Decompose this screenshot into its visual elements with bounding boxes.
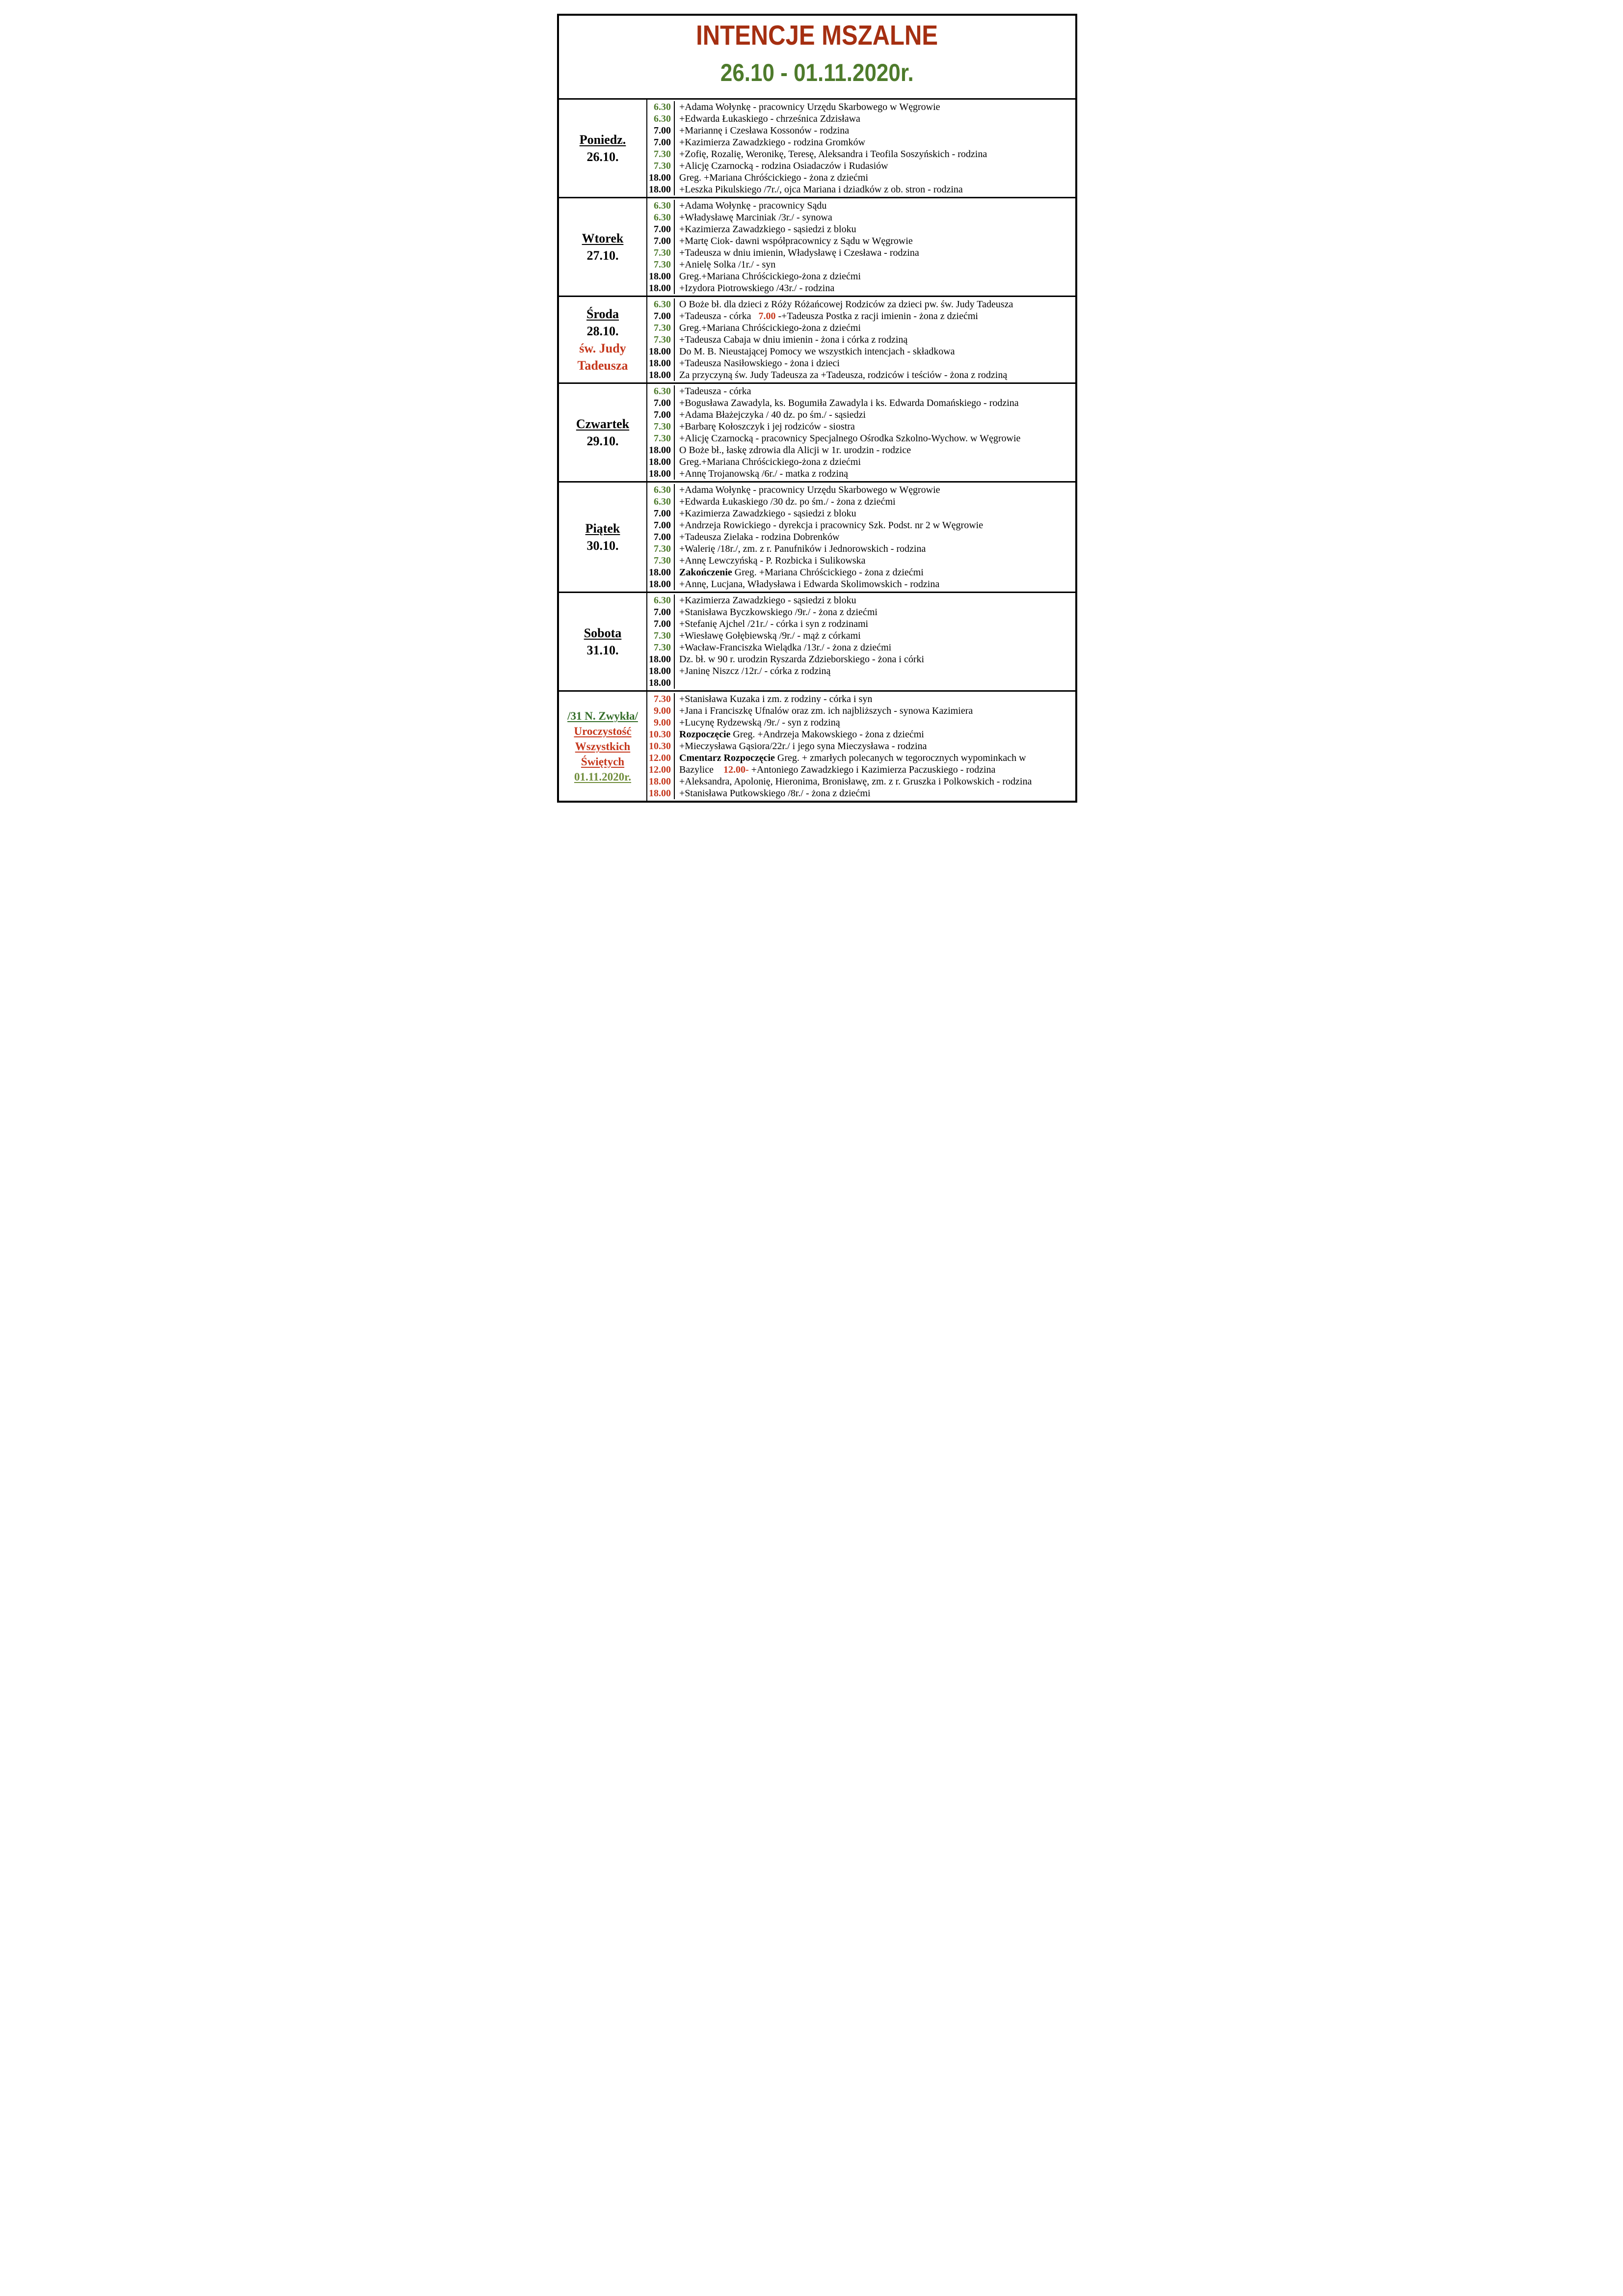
mass-time: 18.00: [647, 677, 675, 689]
intention-segment: 7.00: [758, 311, 778, 322]
mass-time: 6.30: [647, 113, 675, 125]
intention-segment: Zakończenie: [679, 567, 735, 578]
intention-segment: +Antoniego Zawadzkiego i Kazimierza Paczuskiego - rodzina: [751, 764, 996, 775]
intention-segment: +Barbarę Kołoszczyk i jej rodziców - siostra: [679, 421, 855, 432]
mass-time: 9.00: [647, 705, 675, 717]
mass-intention: [675, 456, 1075, 468]
mass-time: 7.00: [647, 531, 675, 543]
day-row: [559, 481, 1075, 592]
mass-time: 7.00: [647, 223, 675, 235]
mass-intention: [675, 334, 1075, 346]
mass-time: 18.00: [647, 665, 675, 677]
mass-row: [647, 752, 1075, 764]
day-label-line: Sobota: [584, 626, 622, 640]
mass-intention: [675, 630, 1075, 642]
mass-time: 7.30: [647, 322, 675, 334]
mass-time: 10.30: [647, 740, 675, 752]
day-row: [559, 690, 1075, 801]
intention-segment: +Annę, Lucjana, Władysława i Edwarda Skolimowskich - rodzina: [679, 579, 940, 590]
intention-segment: Dz. bł. w 90 r. urodzin Ryszarda Zdzieborskiego - żona i córki: [679, 654, 925, 665]
date-range-text: 26.10 - 01.11.2020r.: [720, 59, 914, 86]
mass-intention: [675, 101, 1075, 113]
intention-segment: +Alicję Czarnocką - pracownicy Specjalnego Ośrodka Szkolno-Wychow. w Węgrowie: [679, 433, 1021, 444]
mass-row: [647, 385, 1075, 397]
intention-segment: +Leszka Pikulskiego /7r./, ojca Mariana i dziadków z ob. stron - rodzina: [679, 184, 963, 195]
mass-row: [647, 200, 1075, 212]
intention-segment: +Tadeusza Cabaja w dniu imienin - żona i córka z rodziną: [679, 334, 908, 345]
day-label-line: 29.10.: [586, 434, 619, 448]
mass-intention: [675, 776, 1075, 787]
mass-time: 6.30: [647, 101, 675, 113]
day-label-line: 31.10.: [586, 643, 619, 657]
mass-intention: [675, 160, 1075, 172]
page-title: [559, 20, 1075, 58]
mass-list: [647, 483, 1075, 592]
mass-intention: [675, 764, 1075, 776]
day-label-line: Piątek: [585, 521, 620, 536]
mass-intention: [675, 136, 1075, 148]
mass-row: [647, 397, 1075, 409]
intention-segment: +Martę Ciok- dawni współpracownicy z Sądu w Węgrowie: [679, 236, 913, 246]
mass-intention: [675, 310, 1075, 322]
mass-row: [647, 421, 1075, 432]
day-label-line: Świętych: [581, 755, 625, 768]
mass-time: 6.30: [647, 594, 675, 606]
intention-segment: Za przyczyną św. Judy Tadeusza za +Tadeusza, rodziców i teściów - żona z rodziną: [679, 370, 1008, 380]
mass-time: 18.00: [647, 357, 675, 369]
day-label-line: Wtorek: [582, 231, 624, 245]
mass-intention: [675, 346, 1075, 357]
mass-time: 7.00: [647, 136, 675, 148]
intention-segment: +Edwarda Łukaskiego /30 dz. po śm./ - żona z dziećmi: [679, 496, 896, 507]
mass-row: [647, 298, 1075, 310]
intention-segment: Bazylice: [679, 764, 723, 775]
intention-segment: +Lucynę Rydzewską /9r./ - syn z rodziną: [679, 717, 840, 728]
intention-segment: +Tadeusza w dniu imienin, Władysławę i Czesława - rodzina: [679, 247, 919, 258]
intention-segment: +Jana i Franciszkę Ufnalów oraz zm. ich najbliższych - synowa Kazimiera: [679, 705, 973, 716]
mass-row: [647, 776, 1075, 787]
mass-time: 18.00: [647, 776, 675, 787]
mass-row: [647, 310, 1075, 322]
mass-intention: [675, 200, 1075, 212]
mass-list: [647, 593, 1075, 690]
mass-row: [647, 357, 1075, 369]
intention-segment: +Anielę Solka /1r./ - syn: [679, 259, 776, 270]
mass-intention: [675, 125, 1075, 136]
mass-intention: [675, 444, 1075, 456]
mass-intention: [675, 653, 1075, 665]
mass-intention: [675, 385, 1075, 397]
intention-segment: O Boże bł. dla dzieci z Róży Różańcowej Rodziców za dzieci pw. św. Judy Tadeusza: [679, 299, 1013, 310]
mass-time: 18.00: [647, 184, 675, 195]
mass-time: 10.30: [647, 729, 675, 740]
mass-row: [647, 468, 1075, 480]
intention-segment: +Adama Wołynkę - pracownicy Urzędu Skarbowego w Węgrowie: [679, 102, 940, 112]
mass-time: 7.30: [647, 421, 675, 432]
mass-time: 7.00: [647, 618, 675, 630]
mass-row: [647, 334, 1075, 346]
mass-row: [647, 567, 1075, 578]
intention-segment: +Władysławę Marciniak /3r./ - synowa: [679, 212, 832, 223]
days: [559, 100, 1075, 801]
mass-row: [647, 594, 1075, 606]
mass-time: 18.00: [647, 653, 675, 665]
mass-row: [647, 717, 1075, 729]
mass-time: 12.00: [647, 752, 675, 764]
mass-list: [647, 100, 1075, 197]
day-row: [559, 100, 1075, 197]
page-title-text: INTENCJE MSZALNE: [696, 20, 938, 51]
intention-segment: Rozpoczęcie: [679, 729, 733, 740]
intention-segment: Greg.+Mariana Chróścickiego-żona z dziećmi: [679, 323, 861, 333]
mass-intention: [675, 717, 1075, 729]
mass-row: [647, 270, 1075, 282]
mass-intention: [675, 223, 1075, 235]
intention-segment: Greg. +Mariana Chróścickiego - żona z dziećmi: [734, 567, 924, 578]
day-label-line: 27.10.: [586, 248, 619, 263]
day-label-cell: [559, 692, 647, 801]
mass-time: 7.30: [647, 630, 675, 642]
mass-intention: [675, 357, 1075, 369]
mass-intention: [675, 259, 1075, 270]
mass-time: 7.00: [647, 606, 675, 618]
mass-intention: [675, 432, 1075, 444]
mass-intention: [675, 484, 1075, 496]
mass-list: [647, 384, 1075, 481]
mass-row: [647, 543, 1075, 555]
mass-intention: [675, 148, 1075, 160]
mass-row: [647, 160, 1075, 172]
mass-time: 7.30: [647, 148, 675, 160]
mass-time: 7.30: [647, 543, 675, 555]
sheet-header: [559, 16, 1075, 100]
intention-segment: +Adama Wołynkę - pracownicy Sądu: [679, 200, 827, 211]
intention-segment: +Tadeusza Zielaka - rodzina Dobrenków: [679, 532, 840, 542]
intention-segment: Greg.+Mariana Chróścickiego-żona z dziećmi: [679, 271, 861, 282]
mass-row: [647, 653, 1075, 665]
day-label-line: 26.10.: [586, 150, 619, 164]
mass-intention: [675, 642, 1075, 653]
day-label-line: 30.10.: [586, 539, 619, 553]
mass-row: [647, 496, 1075, 508]
mass-time: 6.30: [647, 496, 675, 508]
day-label-line: Środa: [586, 307, 619, 321]
mass-intention: [675, 270, 1075, 282]
mass-time: 9.00: [647, 717, 675, 729]
day-row: [559, 382, 1075, 481]
mass-time: 7.00: [647, 235, 675, 247]
mass-row: [647, 235, 1075, 247]
mass-time: 7.00: [647, 397, 675, 409]
mass-time: 18.00: [647, 578, 675, 590]
intention-segment: +Mieczysława Gąsiora/22r./ i jego syna Mieczysława - rodzina: [679, 741, 927, 752]
intention-segment: +Edwarda Łukaskiego - chrześnica Zdzisława: [679, 113, 860, 124]
page: [541, 0, 1082, 799]
intention-segment: +Kazimierza Zawadzkiego - rodzina Gromków: [679, 137, 865, 148]
mass-intention: [675, 543, 1075, 555]
mass-time: 18.00: [647, 456, 675, 468]
mass-intention: [675, 397, 1075, 409]
intention-segment: -+Tadeusza Postka z racji imienin - żona z dziećmi: [778, 311, 978, 322]
intention-segment: +Kazimierza Zawadzkiego - sąsiedzi z bloku: [679, 224, 856, 235]
mass-row: [647, 184, 1075, 195]
intention-segment: +Stefanię Ajchel /21r./ - córka i syn z rodzinami: [679, 619, 869, 629]
mass-intention: [675, 298, 1075, 310]
mass-row: [647, 369, 1075, 381]
mass-intention: [675, 606, 1075, 618]
intention-segment: +Wacław-Franciszka Wielądka /13r./ - żona z dziećmi: [679, 642, 892, 653]
mass-intention: [675, 693, 1075, 705]
mass-intention: [675, 496, 1075, 508]
day-row: [559, 197, 1075, 296]
mass-list: [647, 692, 1075, 801]
intention-segment: +Adama Błażejczyka / 40 dz. po śm./ - sąsiedzi: [679, 409, 866, 420]
mass-row: [647, 764, 1075, 776]
mass-intention: [675, 519, 1075, 531]
mass-row: [647, 740, 1075, 752]
mass-row: [647, 642, 1075, 653]
mass-intention: [675, 740, 1075, 752]
mass-row: [647, 693, 1075, 705]
intention-segment: +Zofię, Rozalię, Weronikę, Teresę, Aleksandra i Teofila Soszyńskich - rodzina: [679, 149, 987, 160]
day-row: [559, 592, 1075, 690]
intention-segment: Greg.+Mariana Chróścickiego-żona z dziećmi: [679, 457, 861, 467]
mass-list: [647, 297, 1075, 382]
intention-segment: +Bogusława Zawadyla, ks. Bogumiła Zawadyla i ks. Edwarda Domańskiego - rodzina: [679, 398, 1019, 408]
intention-segment: +Tadeusza - córka: [679, 311, 759, 322]
day-label-line: Poniedz.: [579, 133, 626, 147]
mass-row: [647, 456, 1075, 468]
mass-time: 7.30: [647, 432, 675, 444]
mass-intention: [675, 212, 1075, 223]
mass-intention: [675, 567, 1075, 578]
mass-intention: [675, 665, 1075, 677]
mass-time: 6.30: [647, 298, 675, 310]
mass-intention: [675, 787, 1075, 799]
mass-intention: [675, 322, 1075, 334]
mass-row: [647, 113, 1075, 125]
mass-list: [647, 198, 1075, 296]
mass-time: 7.00: [647, 125, 675, 136]
mass-intention: [675, 184, 1075, 195]
intention-segment: +Tadeusza Nasiłowskiego - żona i dzieci: [679, 358, 840, 369]
day-label-line: Wszystkich: [575, 740, 631, 753]
mass-row: [647, 223, 1075, 235]
mass-time: 7.30: [647, 693, 675, 705]
intention-segment: +Stanisława Kuzaka i zm. z rodziny - córka i syn: [679, 694, 873, 704]
intention-segment: +Kazimierza Zawadzkiego - sąsiedzi z bloku: [679, 595, 856, 606]
intention-segment: Cmentarz Rozpoczęcie: [679, 753, 777, 763]
intention-segment: +Wiesławę Gołębiewską /9r./ - mąż z córkami: [679, 630, 861, 641]
mass-row: [647, 578, 1075, 590]
day-label-cell: [559, 483, 647, 592]
intention-segment: +Janinę Niszcz /12r./ - córka z rodziną: [679, 666, 831, 676]
day-label-line: /31 N. Zwykła/: [567, 709, 638, 722]
mass-time: 7.00: [647, 310, 675, 322]
mass-time: 18.00: [647, 468, 675, 480]
intention-segment: +Alicję Czarnocką - rodzina Osiadaczów i Rudasiów: [679, 161, 888, 171]
mass-intention: [675, 752, 1075, 764]
mass-time: 6.30: [647, 385, 675, 397]
mass-time: 18.00: [647, 346, 675, 357]
mass-intention: [675, 172, 1075, 184]
intention-segment: Greg. +Andrzeja Makowskiego - żona z dziećmi: [733, 729, 924, 740]
mass-time: 7.30: [647, 334, 675, 346]
day-label-cell: [559, 384, 647, 481]
mass-row: [647, 677, 1075, 689]
intention-segment: +Annę Lewczyńską - P. Rozbicka i Sulikowska: [679, 555, 866, 566]
mass-intention: [675, 421, 1075, 432]
intention-segment: Do M. B. Nieustającej Pomocy we wszystkich intencjach - składkowa: [679, 346, 955, 357]
intention-segment: +Stanisława Putkowskiego /8r./ - żona z dziećmi: [679, 788, 871, 799]
intention-segment: +Walerię /18r./, zm. z r. Panufników i Jednorowskich - rodzina: [679, 543, 926, 554]
mass-time: 18.00: [647, 369, 675, 381]
mass-time: 7.00: [647, 508, 675, 519]
mass-time: 7.30: [647, 247, 675, 259]
mass-time: 7.30: [647, 642, 675, 653]
mass-time: 7.30: [647, 160, 675, 172]
mass-time: 6.30: [647, 484, 675, 496]
mass-time: 18.00: [647, 270, 675, 282]
mass-time: 18.00: [647, 567, 675, 578]
mass-row: [647, 484, 1075, 496]
mass-row: [647, 409, 1075, 421]
mass-time: 7.00: [647, 409, 675, 421]
mass-row: [647, 508, 1075, 519]
mass-row: [647, 606, 1075, 618]
intention-segment: +Mariannę i Czesława Kossonów - rodzina: [679, 125, 850, 136]
intention-segment: 12.00-: [723, 764, 751, 775]
day-label-cell: [559, 297, 647, 382]
mass-time: 18.00: [647, 172, 675, 184]
intention-segment: +Adama Wołynkę - pracownicy Urzędu Skarbowego w Węgrowie: [679, 485, 940, 495]
mass-intention: [675, 369, 1075, 381]
mass-row: [647, 555, 1075, 567]
mass-row: [647, 247, 1075, 259]
mass-intention: [675, 468, 1075, 480]
mass-row: [647, 136, 1075, 148]
mass-time: 18.00: [647, 444, 675, 456]
mass-intention: [675, 282, 1075, 294]
mass-row: [647, 322, 1075, 334]
day-label-line: św. Judy: [579, 341, 626, 355]
mass-row: [647, 259, 1075, 270]
intention-segment: Greg. + zmarłych polecanych w tegorocznych wypominkach w: [777, 753, 1026, 763]
mass-row: [647, 101, 1075, 113]
mass-intention: [675, 409, 1075, 421]
intention-segment: +Stanisława Byczkowskiego /9r./ - żona z dziećmi: [679, 607, 878, 618]
day-label-line: 28.10.: [586, 324, 619, 338]
intention-segment: +Izydora Piotrowskiego /43r./ - rodzina: [679, 283, 835, 294]
mass-time: 18.00: [647, 787, 675, 799]
intention-segment: +Aleksandra, Apolonię, Hieronima, Bronisławę, zm. z r. Gruszka i Polkowskich - rodzina: [679, 776, 1032, 787]
day-label-cell: [559, 593, 647, 690]
mass-intention: [675, 247, 1075, 259]
intention-segment: +Tadeusza - córka: [679, 386, 751, 397]
mass-time: 6.30: [647, 200, 675, 212]
mass-row: [647, 531, 1075, 543]
intention-segment: +Kazimierza Zawadzkiego - sąsiedzi z bloku: [679, 508, 856, 519]
mass-intention: [675, 113, 1075, 125]
mass-row: [647, 346, 1075, 357]
mass-intention: [675, 618, 1075, 630]
mass-time: 12.00: [647, 764, 675, 776]
mass-time: 7.30: [647, 555, 675, 567]
mass-intention: [675, 705, 1075, 717]
intention-segment: O Boże bł., łaskę zdrowia dla Alicji w 1r. urodzin - rodzice: [679, 445, 911, 456]
mass-row: [647, 212, 1075, 223]
mass-row: [647, 125, 1075, 136]
mass-row: [647, 519, 1075, 531]
mass-intention: [675, 729, 1075, 740]
intention-segment: +Annę Trojanowską /6r./ - matka z rodziną: [679, 468, 848, 479]
mass-time: 6.30: [647, 212, 675, 223]
mass-row: [647, 618, 1075, 630]
mass-row: [647, 444, 1075, 456]
mass-row: [647, 665, 1075, 677]
mass-intention: [675, 235, 1075, 247]
mass-intention: [675, 555, 1075, 567]
day-label-cell: [559, 198, 647, 296]
mass-time: 7.00: [647, 519, 675, 531]
date-range: [559, 58, 1075, 93]
mass-intention: [675, 578, 1075, 590]
intention-segment: +Andrzeja Rowickiego - dyrekcja i pracownicy Szk. Podst. nr 2 w Węgrowie: [679, 520, 984, 531]
day-label-cell: [559, 100, 647, 197]
mass-row: [647, 148, 1075, 160]
mass-row: [647, 172, 1075, 184]
intention-segment: Greg. +Mariana Chróścickiego - żona z dziećmi: [679, 172, 869, 183]
mass-row: [647, 432, 1075, 444]
day-label-line: Uroczystość: [574, 725, 632, 737]
mass-time: 18.00: [647, 282, 675, 294]
day-label-line: 01.11.2020r.: [574, 770, 632, 783]
mass-intention: [675, 531, 1075, 543]
mass-intention: [675, 594, 1075, 606]
day-label-line: Czwartek: [576, 417, 630, 431]
mass-row: [647, 630, 1075, 642]
mass-row: [647, 282, 1075, 294]
mass-row: [647, 705, 1075, 717]
day-row: [559, 296, 1075, 382]
mass-intentions-table: [557, 14, 1077, 803]
day-label-line: Tadeusza: [577, 358, 628, 373]
mass-row: [647, 729, 1075, 740]
mass-intention: [675, 508, 1075, 519]
mass-row: [647, 787, 1075, 799]
mass-time: 7.30: [647, 259, 675, 270]
